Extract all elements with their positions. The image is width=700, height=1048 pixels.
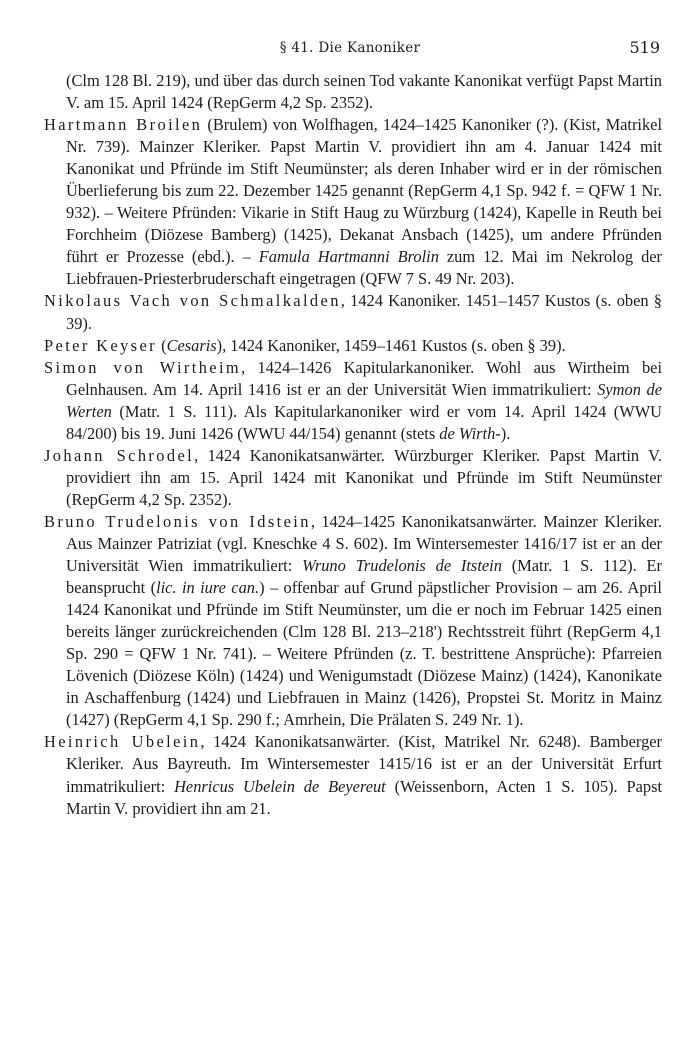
entry-text: ), 1424 Kanoniker, 1459–1461 Kustos (s. oben § 39). bbox=[216, 335, 566, 355]
entry-text: , 1424 Kanonikatsanwärter. Würzburger Kleriker. Papst Martin V. providiert ihn am 15. April 1424 mit Kanonikat und Pfründe im Stift Neumünster (RepGerm 4,2 Sp. 2352). bbox=[66, 445, 663, 509]
entry-italic: Symon de Werten bbox=[66, 379, 663, 421]
entry-italic: Cesaris bbox=[166, 335, 217, 355]
entry-text: (Weissenborn, Acten 1 S. 105). Papst Martin V. providiert ihn am 21. bbox=[66, 776, 662, 818]
entry-nikolaus-vach bbox=[44, 290, 662, 334]
entry-simon-von-wirtheim bbox=[44, 357, 662, 445]
entry-italic: Famula Hartmanni Brolin bbox=[258, 247, 439, 267]
entry-text: ). bbox=[500, 423, 511, 443]
text-body bbox=[44, 70, 662, 820]
entry-text: ( bbox=[157, 335, 167, 355]
entry-bruno-trudelonis bbox=[44, 511, 662, 731]
entry-text: zum 12. Mai im Nekrolog der Liebfrauen-Priesterbruderschaft eingetragen (QFW 7 S. 49 Nr. 203). bbox=[66, 247, 663, 289]
entry-italic: Henricus Ubelein de Beyereut bbox=[174, 776, 386, 796]
entry-text: (Brulem) von Wolfhagen, 1424–1425 Kanoniker (?). (Kist, Matrikel Nr. 739). Mainzer Kleriker. Papst Martin V. providiert ihn am 4. Januar 1424 mit Kanonikat und Pfründe im Stift Neumünster; als deren Inhaber wird er in der römischen Überlieferung bis zum 22. Dezember 1425 genannt (RepGerm 4,1 Sp. 942 f. = QFW 1 Nr. 932). – Weitere Pfründen: Vikarie in Stift Haug zu Würzburg (1424), Kapelle in Reuth bei Forchheim (Diözese Bamberg) (1425), Dekanat Ansbach (1425), um andere Pfründen führt er Prozesse (ebd.). – bbox=[66, 115, 663, 267]
entry-text: (Matr. 1 S. 111). Als Kapitularkanoniker wird er vom 14. April 1424 (WWU 84/200) bis 19. Juni 1426 (WWU 44/154) genannt (stets bbox=[66, 401, 662, 443]
running-head bbox=[40, 40, 660, 62]
entry-text: , 1424–1426 Kapitularkanoniker. Wohl aus Wirtheim bei Gelnhausen. Am 14. April 1416 ist er an der Universität Wien immatrikuliert: bbox=[66, 357, 662, 399]
entry-peter-keyser bbox=[44, 335, 662, 357]
entry-name: Johann Schrodel bbox=[44, 445, 195, 465]
entry-hartmann-broilen bbox=[44, 114, 662, 290]
entry-name: Bruno Trudelonis von Idstein bbox=[44, 511, 311, 531]
entry-text: , 1424–1425 Kanonikatsanwärter. Mainzer Kleriker. Aus Mainzer Patriziat (vgl. Kneschke 4 S. 602). Im Wintersemester 1416/17 ist er an der Universität Wien immatrikuliert: bbox=[66, 511, 663, 576]
entry-text: , 1424 Kanonikatsanwärter. (Kist, Matrikel Nr. 6248). Bamberger Kleriker. Aus Bayreuth. Im Wintersemester 1415/16 ist er an der Universität Erfurt immatrikuliert: bbox=[66, 732, 662, 796]
entry-name: Hartmann Broilen bbox=[44, 115, 203, 135]
entry-text: ) – offenbar auf Grund päpstlicher Provision – am 26. April 1424 Kanonikat und Pfründe im Stift Neumünster, um die er noch im Februar 1425 einen bereits länger zurückreichenden (Clm 128 Bl. 213–218') Rechtsstreit führt (RepGerm 4,1 Sp. 290 = QFW 1 Nr. 741). – Weitere Pfründen (z. T. bestrittene Ansprüche): Pfarreien Lövenich (Diözese Köln) (1424) und Wenigumstadt (Diözese Mainz) (1424), Kanonikate in Aschaffenburg (1424) und Liebfrauen in Mainz (1426), Propstei St. Moritz in Mainz (1427) (RepGerm 4,1 Sp. 290 f.; Amrhein, Die Prälaten S. 249 Nr. 1). bbox=[66, 578, 662, 730]
page-number: 519 bbox=[629, 38, 660, 57]
entry-name: Nikolaus Vach von Schmalkalden bbox=[44, 291, 341, 311]
entry-name: Simon von Wirtheim bbox=[44, 357, 242, 377]
entry-name: Peter Keyser bbox=[44, 335, 157, 355]
continuation-paragraph: (Clm 128 Bl. 219), und über das durch seinen Tod vakante Kanonikat verfügt Papst Martin V. am 15. April 1424 (RepGerm 4,2 Sp. 2352). bbox=[66, 71, 662, 113]
section-title: § 41. Die Kanoniker bbox=[279, 40, 421, 56]
entry-johann-schrodel bbox=[44, 445, 662, 511]
entry-name: Heinrich Ubelein bbox=[44, 732, 201, 752]
entry-italic: de Wirth- bbox=[439, 423, 501, 443]
entry-italic: Wruno Trudelonis de Itstein bbox=[302, 556, 502, 576]
entry-italic: lic. in iure can. bbox=[156, 578, 260, 598]
entry-heinrich-ubelein bbox=[44, 731, 662, 819]
entry-text: (Matr. 1 S. 112). Er beansprucht ( bbox=[66, 556, 662, 598]
entry-text: , 1424 Kanoniker. 1451–1457 Kustos (s. oben § 39). bbox=[66, 291, 662, 333]
